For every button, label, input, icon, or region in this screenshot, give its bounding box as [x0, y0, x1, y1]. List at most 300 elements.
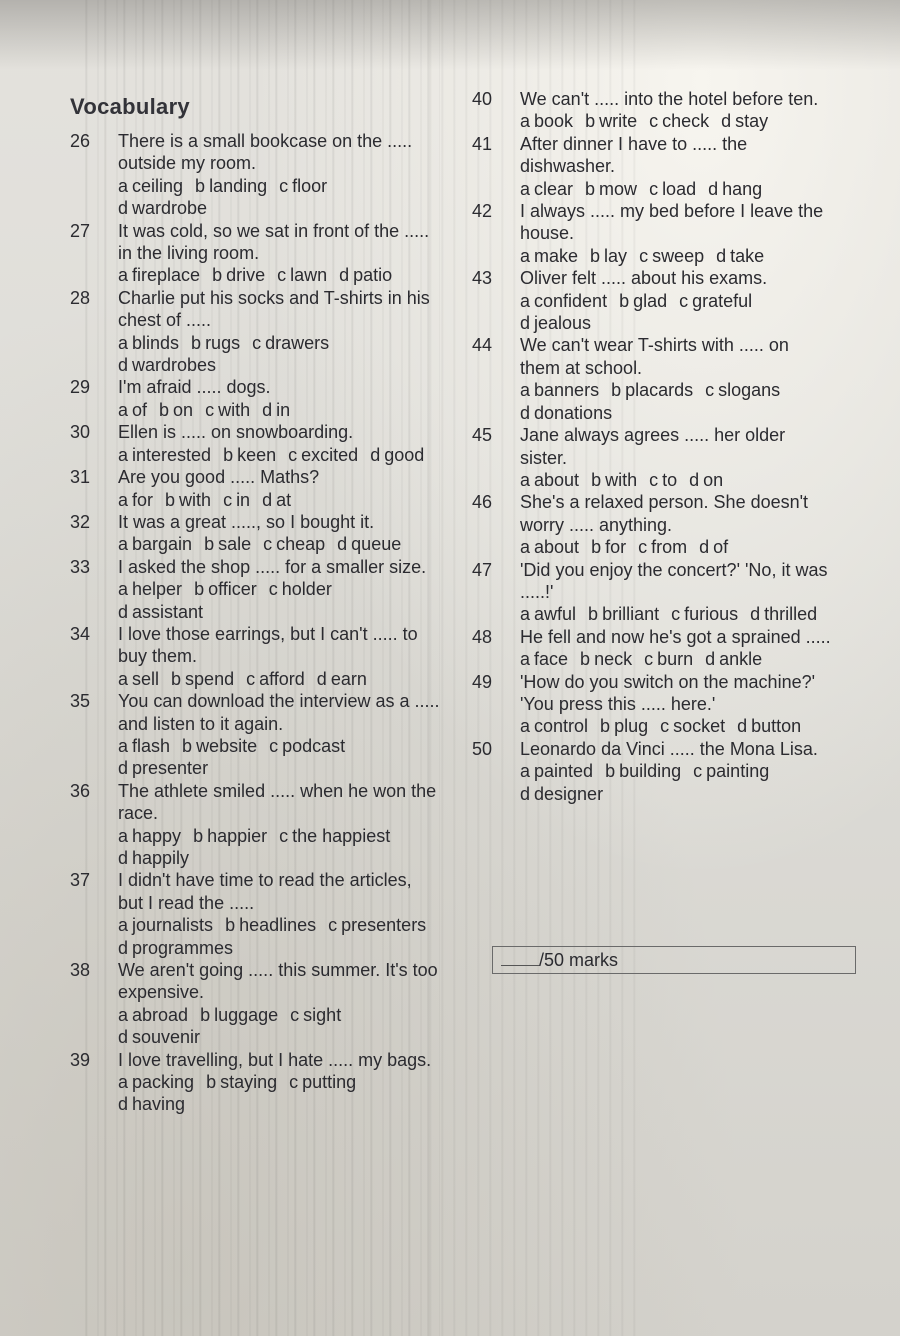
option-text: bargain: [132, 534, 193, 555]
answer-option: [206, 1071, 277, 1093]
option-text: floor: [292, 175, 328, 196]
question-number: 30: [70, 422, 91, 443]
option-text: holder: [281, 579, 332, 600]
option-letter: c: [246, 668, 256, 689]
question-item: [70, 466, 440, 511]
question-stem: Ellen is ..... on snowboarding.: [118, 422, 354, 443]
option-letter: b: [605, 761, 616, 782]
option-text: luggage: [214, 1004, 279, 1025]
option-letter: c: [279, 825, 289, 846]
question-stem: 'Did you enjoy the concert?' 'No, it was .....!': [520, 559, 828, 602]
question-item: [472, 267, 832, 334]
answer-option: [520, 178, 573, 200]
answer-option: [223, 444, 276, 466]
option-text: having: [132, 1094, 186, 1115]
question-number: 41: [472, 133, 493, 154]
answer-option: [118, 847, 189, 869]
answer-option: [262, 399, 290, 421]
option-letter: d: [118, 1094, 129, 1115]
answer-option: [159, 399, 193, 421]
answer-options: [118, 399, 440, 421]
question-stem: I asked the shop ..... for a smaller size.: [118, 556, 427, 577]
question-item: [70, 869, 440, 959]
option-text: happily: [132, 848, 190, 868]
option-text: cheap: [276, 534, 326, 555]
answer-option: [339, 264, 392, 286]
answer-option: [590, 245, 627, 267]
answer-option: [118, 354, 216, 376]
answer-option: [705, 648, 762, 670]
option-text: take: [730, 245, 765, 266]
answer-option: [689, 469, 723, 491]
option-text: packing: [132, 1072, 195, 1093]
question-item: [70, 556, 440, 623]
score-blank: [501, 947, 539, 966]
answer-options: [118, 175, 440, 220]
answer-option: [118, 175, 183, 197]
option-letter: b: [200, 1004, 211, 1025]
option-text: of: [713, 537, 729, 558]
option-text: happier: [207, 825, 268, 846]
option-letter: c: [644, 649, 654, 670]
question-number: 37: [70, 870, 91, 891]
option-text: designer: [534, 783, 604, 804]
answer-option: [118, 444, 211, 466]
answer-options: [118, 735, 440, 780]
option-letter: b: [223, 444, 234, 465]
option-letter: b: [585, 178, 596, 199]
question-number: 31: [70, 467, 91, 488]
answer-options: [520, 603, 832, 625]
option-text: afford: [259, 668, 305, 689]
option-text: book: [534, 111, 574, 132]
option-text: sell: [132, 668, 160, 689]
option-text: write: [599, 111, 638, 132]
answer-option: [118, 533, 192, 555]
option-letter: a: [520, 716, 531, 737]
option-letter: b: [600, 716, 611, 737]
option-text: fireplace: [132, 265, 201, 286]
option-letter: c: [277, 265, 287, 286]
option-text: helper: [132, 579, 183, 600]
answer-option: [290, 1004, 341, 1026]
option-letter: c: [649, 178, 659, 199]
score-box: [492, 946, 856, 974]
question-item: [472, 133, 832, 200]
option-text: with: [179, 489, 212, 510]
answer-option: [520, 760, 593, 782]
option-text: blinds: [132, 332, 180, 353]
question-stem: I'm afraid ..... dogs.: [118, 377, 271, 398]
option-text: keen: [237, 444, 277, 465]
option-letter: d: [705, 649, 716, 670]
option-text: good: [384, 444, 425, 465]
answer-option: [195, 175, 267, 197]
question-stem: Jane always agrees ..... her older sister.: [520, 425, 786, 468]
option-letter: b: [225, 915, 236, 936]
question-item: [472, 559, 832, 626]
answer-option: [279, 825, 390, 847]
option-text: load: [662, 178, 697, 199]
answer-options: [118, 264, 440, 286]
option-text: control: [534, 716, 589, 737]
option-letter: b: [590, 245, 601, 266]
answer-option: [693, 760, 769, 782]
answer-options: [520, 469, 832, 491]
option-text: from: [651, 537, 688, 558]
option-text: putting: [302, 1072, 357, 1093]
answer-option: [520, 648, 568, 670]
option-text: with: [605, 469, 638, 490]
option-text: ceiling: [132, 175, 184, 196]
option-letter: d: [716, 245, 727, 266]
question-number: 46: [472, 492, 493, 513]
answer-option: [205, 399, 250, 421]
option-letter: c: [649, 111, 659, 132]
answer-option: [705, 379, 780, 401]
option-text: check: [662, 111, 710, 132]
question-stem: We aren't going ..... this summer. It's too expensive.: [118, 960, 438, 1003]
option-text: neck: [594, 649, 633, 670]
answer-option: [605, 760, 681, 782]
answer-option: [118, 668, 159, 690]
option-letter: d: [520, 402, 531, 423]
answer-options: [118, 444, 440, 466]
option-letter: c: [679, 290, 689, 311]
option-text: in: [276, 399, 291, 420]
option-text: plug: [614, 716, 649, 737]
option-letter: a: [520, 380, 531, 401]
option-text: for: [605, 537, 627, 558]
option-letter: b: [619, 290, 630, 311]
option-text: officer: [208, 579, 257, 600]
answer-option: [118, 1004, 188, 1026]
option-letter: a: [118, 668, 129, 689]
answer-option: [262, 489, 291, 511]
answer-option: [118, 399, 147, 421]
option-letter: a: [118, 444, 129, 465]
question-number: 42: [472, 201, 493, 222]
option-letter: a: [520, 178, 531, 199]
question-number: 44: [472, 335, 493, 356]
question-item: [70, 1049, 440, 1116]
answer-option: [520, 245, 578, 267]
option-letter: b: [591, 469, 602, 490]
answer-option: [585, 110, 637, 132]
answer-option: [591, 469, 637, 491]
answer-option: [269, 578, 332, 600]
option-letter: c: [252, 332, 262, 353]
question-stem: The athlete smiled ..... when he won the race.: [118, 780, 437, 824]
question-number: 39: [70, 1049, 91, 1070]
option-text: painted: [534, 761, 594, 782]
answer-options: [118, 1071, 440, 1116]
option-letter: b: [585, 111, 596, 132]
option-letter: a: [118, 579, 129, 600]
option-letter: d: [520, 313, 531, 334]
option-letter: d: [118, 1027, 129, 1048]
option-letter: a: [520, 290, 531, 311]
option-text: on: [173, 399, 194, 420]
option-text: building: [619, 761, 682, 782]
answer-option: [277, 264, 327, 286]
question-item: [472, 88, 832, 133]
option-letter: c: [223, 489, 233, 510]
answer-options: [118, 825, 440, 870]
question-number: 50: [472, 738, 493, 759]
option-letter: d: [316, 668, 327, 689]
question-item: [70, 287, 440, 377]
option-letter: b: [580, 649, 591, 670]
option-text: staying: [220, 1072, 278, 1093]
question-stem: Leonardo da Vinci ..... the Mona Lisa.: [520, 738, 818, 759]
option-letter: a: [118, 489, 129, 510]
answer-option: [182, 735, 257, 757]
question-stem: He fell and now he's got a sprained .....: [520, 626, 831, 647]
option-letter: c: [205, 399, 215, 420]
option-text: thrilled: [764, 604, 818, 625]
option-text: sweep: [652, 245, 705, 266]
answer-option: [638, 536, 687, 558]
option-letter: d: [708, 178, 719, 199]
question-item: [472, 671, 832, 738]
question-stem: After dinner I have to ..... the dishwasher.: [520, 133, 748, 177]
option-letter: a: [118, 399, 129, 420]
answer-option: [649, 178, 696, 200]
answer-option: [200, 1004, 278, 1026]
option-letter: d: [262, 399, 273, 420]
answer-options: [118, 533, 440, 555]
answer-options: [520, 110, 832, 132]
option-text: make: [534, 245, 579, 266]
answer-option: [118, 489, 153, 511]
answer-options: [118, 1004, 440, 1049]
answer-option: [600, 715, 648, 737]
option-letter: b: [195, 175, 206, 196]
question-number: 36: [70, 780, 91, 801]
question-item: [472, 626, 832, 671]
question-number: 26: [70, 131, 91, 151]
option-letter: c: [279, 175, 289, 196]
question-number: 33: [70, 556, 91, 577]
question-number: 40: [472, 89, 493, 109]
option-text: socket: [673, 716, 726, 737]
question-item: [70, 376, 440, 421]
option-letter: a: [118, 825, 129, 846]
option-text: podcast: [282, 735, 346, 756]
question-stem: We can't ..... into the hotel before ten.: [520, 89, 819, 109]
option-letter: c: [269, 735, 279, 756]
answer-option: [279, 175, 327, 197]
question-number: 45: [472, 425, 493, 446]
answer-option: [520, 469, 579, 491]
option-text: stay: [735, 111, 769, 132]
question-number: 28: [70, 287, 91, 308]
answer-option: [328, 914, 426, 936]
option-letter: b: [206, 1072, 217, 1093]
question-item: [472, 491, 832, 558]
question-number: 49: [472, 671, 493, 692]
answer-option: [118, 197, 207, 219]
answer-options: [520, 290, 832, 335]
answer-option: [619, 290, 667, 312]
option-text: face: [534, 649, 569, 670]
option-letter: a: [118, 534, 129, 555]
option-text: drawers: [265, 332, 330, 353]
option-text: to: [662, 469, 678, 490]
option-text: happy: [132, 825, 182, 846]
answer-option: [591, 536, 626, 558]
answer-option: [520, 110, 573, 132]
option-letter: b: [194, 579, 205, 600]
option-letter: d: [118, 848, 129, 868]
left-question-column: [70, 130, 440, 1116]
question-item: [70, 220, 440, 287]
question-stem: She's a relaxed person. She doesn't worry ..... anything.: [520, 492, 809, 535]
answer-option: [118, 578, 182, 600]
option-text: souvenir: [132, 1027, 201, 1048]
option-text: painting: [706, 761, 770, 782]
option-letter: a: [118, 332, 129, 353]
question-stem: You can download the interview as a ..... and listen to it again.: [118, 691, 440, 734]
option-text: button: [751, 716, 802, 737]
option-letter: d: [750, 604, 761, 625]
option-text: brilliant: [602, 604, 660, 625]
option-letter: b: [193, 825, 204, 846]
option-letter: c: [263, 534, 273, 555]
question-number: 32: [70, 511, 91, 532]
option-letter: c: [638, 537, 648, 558]
option-letter: d: [118, 937, 129, 958]
question-item: [70, 959, 440, 1049]
answer-option: [520, 379, 599, 401]
answer-option: [118, 1093, 185, 1115]
option-letter: b: [159, 399, 170, 420]
answer-option: [118, 735, 170, 757]
option-text: with: [218, 399, 251, 420]
question-item: [472, 738, 832, 805]
option-text: lay: [604, 245, 628, 266]
answer-option: [671, 603, 738, 625]
option-letter: a: [520, 245, 531, 266]
option-text: interested: [132, 444, 212, 465]
answer-options: [118, 578, 440, 623]
option-text: for: [132, 489, 154, 510]
option-text: ankle: [719, 649, 763, 670]
question-number: 27: [70, 220, 91, 241]
answer-option: [317, 668, 367, 690]
option-letter: a: [118, 1072, 129, 1093]
answer-option: [246, 668, 305, 690]
answer-option: [644, 648, 693, 670]
answer-option: [289, 1071, 356, 1093]
option-letter: b: [182, 735, 193, 756]
answer-option: [699, 536, 728, 558]
answer-option: [204, 533, 251, 555]
answer-option: [649, 110, 709, 132]
option-letter: c: [639, 245, 649, 266]
answer-option: [750, 603, 817, 625]
option-text: journalists: [132, 915, 214, 936]
option-letter: b: [591, 537, 602, 558]
option-text: clear: [534, 178, 574, 199]
question-stem: I love travelling, but I hate ..... my bags.: [118, 1049, 432, 1070]
option-text: donations: [534, 402, 613, 423]
question-number: 38: [70, 960, 91, 981]
answer-option: [585, 178, 637, 200]
answer-option: [118, 825, 181, 847]
option-text: earn: [330, 668, 367, 689]
option-letter: a: [520, 469, 531, 490]
answer-option: [721, 110, 768, 132]
option-letter: a: [118, 175, 129, 196]
option-text: drive: [226, 265, 266, 286]
answer-option: [337, 533, 401, 555]
option-letter: a: [118, 1004, 129, 1025]
answer-option: [580, 648, 632, 670]
option-text: excited: [301, 444, 359, 465]
option-letter: d: [262, 489, 273, 510]
answer-option: [520, 402, 612, 424]
option-letter: a: [520, 649, 531, 670]
answer-option: [263, 533, 325, 555]
question-item: [472, 200, 832, 267]
answer-option: [225, 914, 316, 936]
option-letter: a: [520, 537, 531, 558]
answer-option: [708, 178, 762, 200]
question-stem: Are you good ..... Maths?: [118, 467, 320, 488]
answer-option: [520, 715, 588, 737]
option-text: rugs: [205, 332, 241, 353]
option-text: presenter: [132, 758, 209, 779]
option-letter: b: [588, 604, 599, 625]
question-item: [70, 130, 440, 220]
question-stem: I always ..... my bed before I leave the house.: [520, 201, 824, 244]
answer-option: [716, 245, 764, 267]
answer-options: [118, 332, 440, 377]
option-letter: c: [705, 380, 715, 401]
question-item: [70, 623, 440, 690]
marks-label: /50 marks: [539, 950, 619, 970]
answer-option: [118, 1026, 200, 1048]
answer-option: [370, 444, 424, 466]
option-text: assistant: [132, 601, 204, 622]
question-stem: There is a small bookcase on the ..... outside my room.: [118, 131, 413, 174]
option-letter: d: [520, 783, 531, 804]
answer-option: [588, 603, 659, 625]
answer-option: [118, 264, 200, 286]
answer-option: [252, 332, 329, 354]
option-text: grateful: [692, 290, 753, 311]
question-number: 47: [472, 559, 493, 580]
answer-option: [165, 489, 211, 511]
option-text: placards: [625, 380, 694, 401]
right-question-column: [472, 88, 832, 805]
option-letter: b: [191, 332, 202, 353]
option-text: abroad: [132, 1004, 189, 1025]
question-stem: We can't wear T-shirts with ..... on them at school.: [520, 335, 789, 378]
answer-options: [118, 914, 440, 959]
question-item: [70, 511, 440, 556]
question-item: [70, 690, 440, 780]
question-number: 34: [70, 623, 91, 644]
option-text: flash: [132, 735, 171, 756]
option-text: jealous: [534, 313, 592, 334]
question-stem: It was cold, so we sat in front of the ..... in the living room.: [118, 220, 430, 264]
option-text: website: [196, 735, 258, 756]
answer-option: [118, 1071, 194, 1093]
answer-option: [520, 536, 579, 558]
